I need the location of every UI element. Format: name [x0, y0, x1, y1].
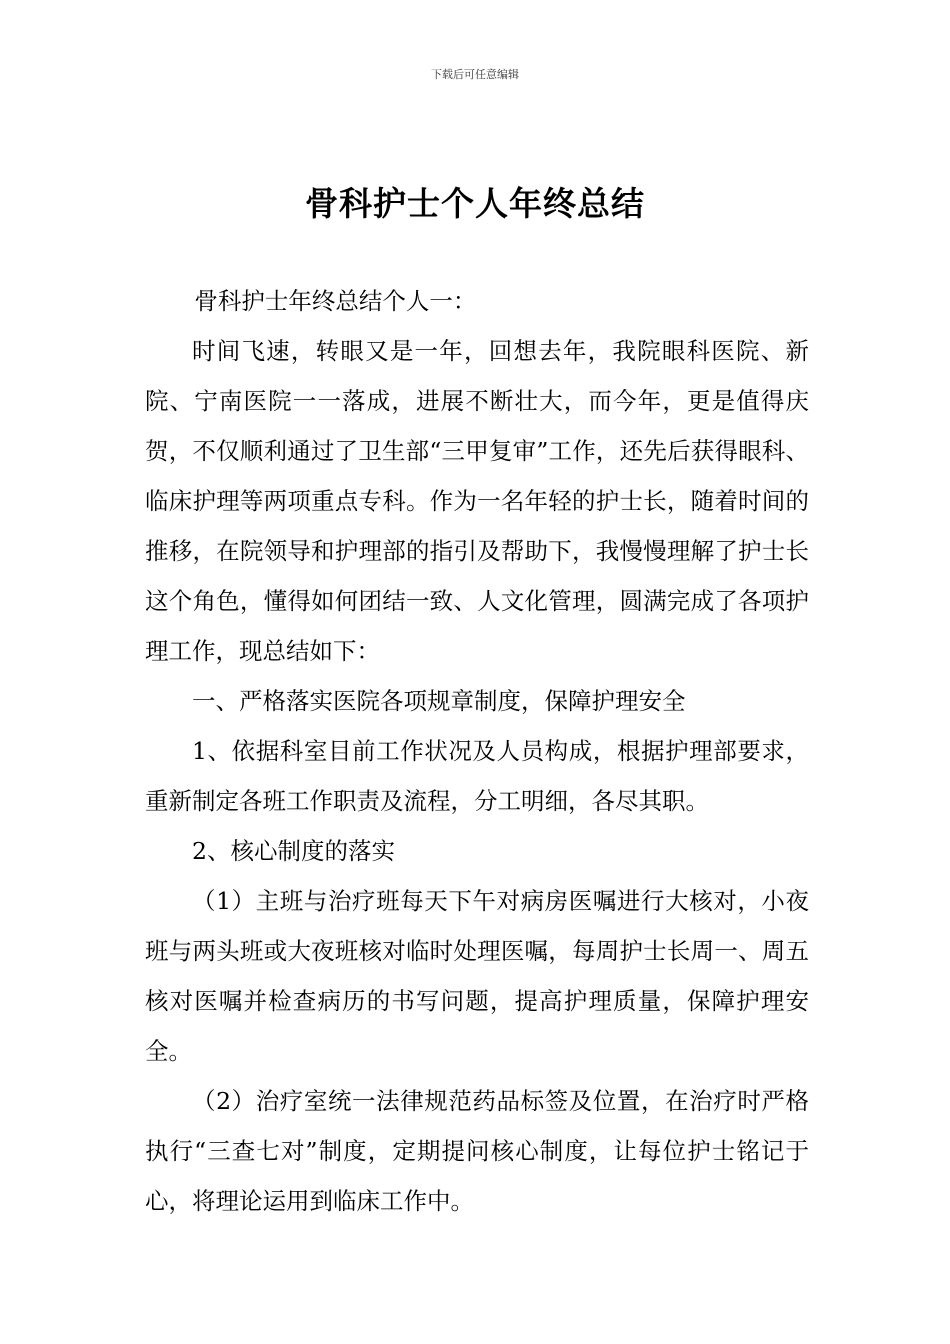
section-heading-1: 一、严格落实医院各项规章制度，保障护理安全 [192, 687, 686, 715]
download-note: 下载后可任意编辑 [431, 68, 519, 81]
paragraph-subitem-2: （2）治疗室统一法律规范药品标签及位置，在治疗时严格执行“三查七对”制度，定期提问核心制度，让每位护士铭记于心，将理论运用到临床工作中。 [145, 1087, 809, 1215]
section-heading: 骨科护士年终总结个人一： [194, 287, 477, 315]
paragraph-intro: 时间飞速，转眼又是一年，回想去年，我院眼科医院、新院、宁南医院一一落成，进展不断壮大，而今年，更是值得庆贺，不仅顺利通过了卫生部“三甲复审”工作，还先后获得眼科、临床护理等两项重点专科。作为一名年轻的护士长，随着时间的推移，在院领导和护理部的指引及帮助下，我慢慢理解了护士长这个角色，懂得如何团结一致、人文化管理，圆满完成了各项护理工作，现总结如下： [145, 337, 809, 665]
paragraph-subitem-1: （1）主班与治疗班每天下午对病房医嘱进行大核对，小夜班与两头班或大夜班核对临时处理医嘱，每周护士长周一、周五核对医嘱并检查病历的书写问题，提高护理质量，保障护理安全。 [145, 887, 809, 1065]
paragraph-item-1: 1、依据科室目前工作状况及人员构成，根据护理部要求，重新制定各班工作职责及流程，分工明细，各尽其职。 [145, 737, 809, 815]
document-body [145, 276, 809, 1226]
paragraph-item-2: 2、核心制度的落实 [192, 837, 395, 865]
document-title: 骨科护士个人年终总结 [305, 184, 645, 223]
